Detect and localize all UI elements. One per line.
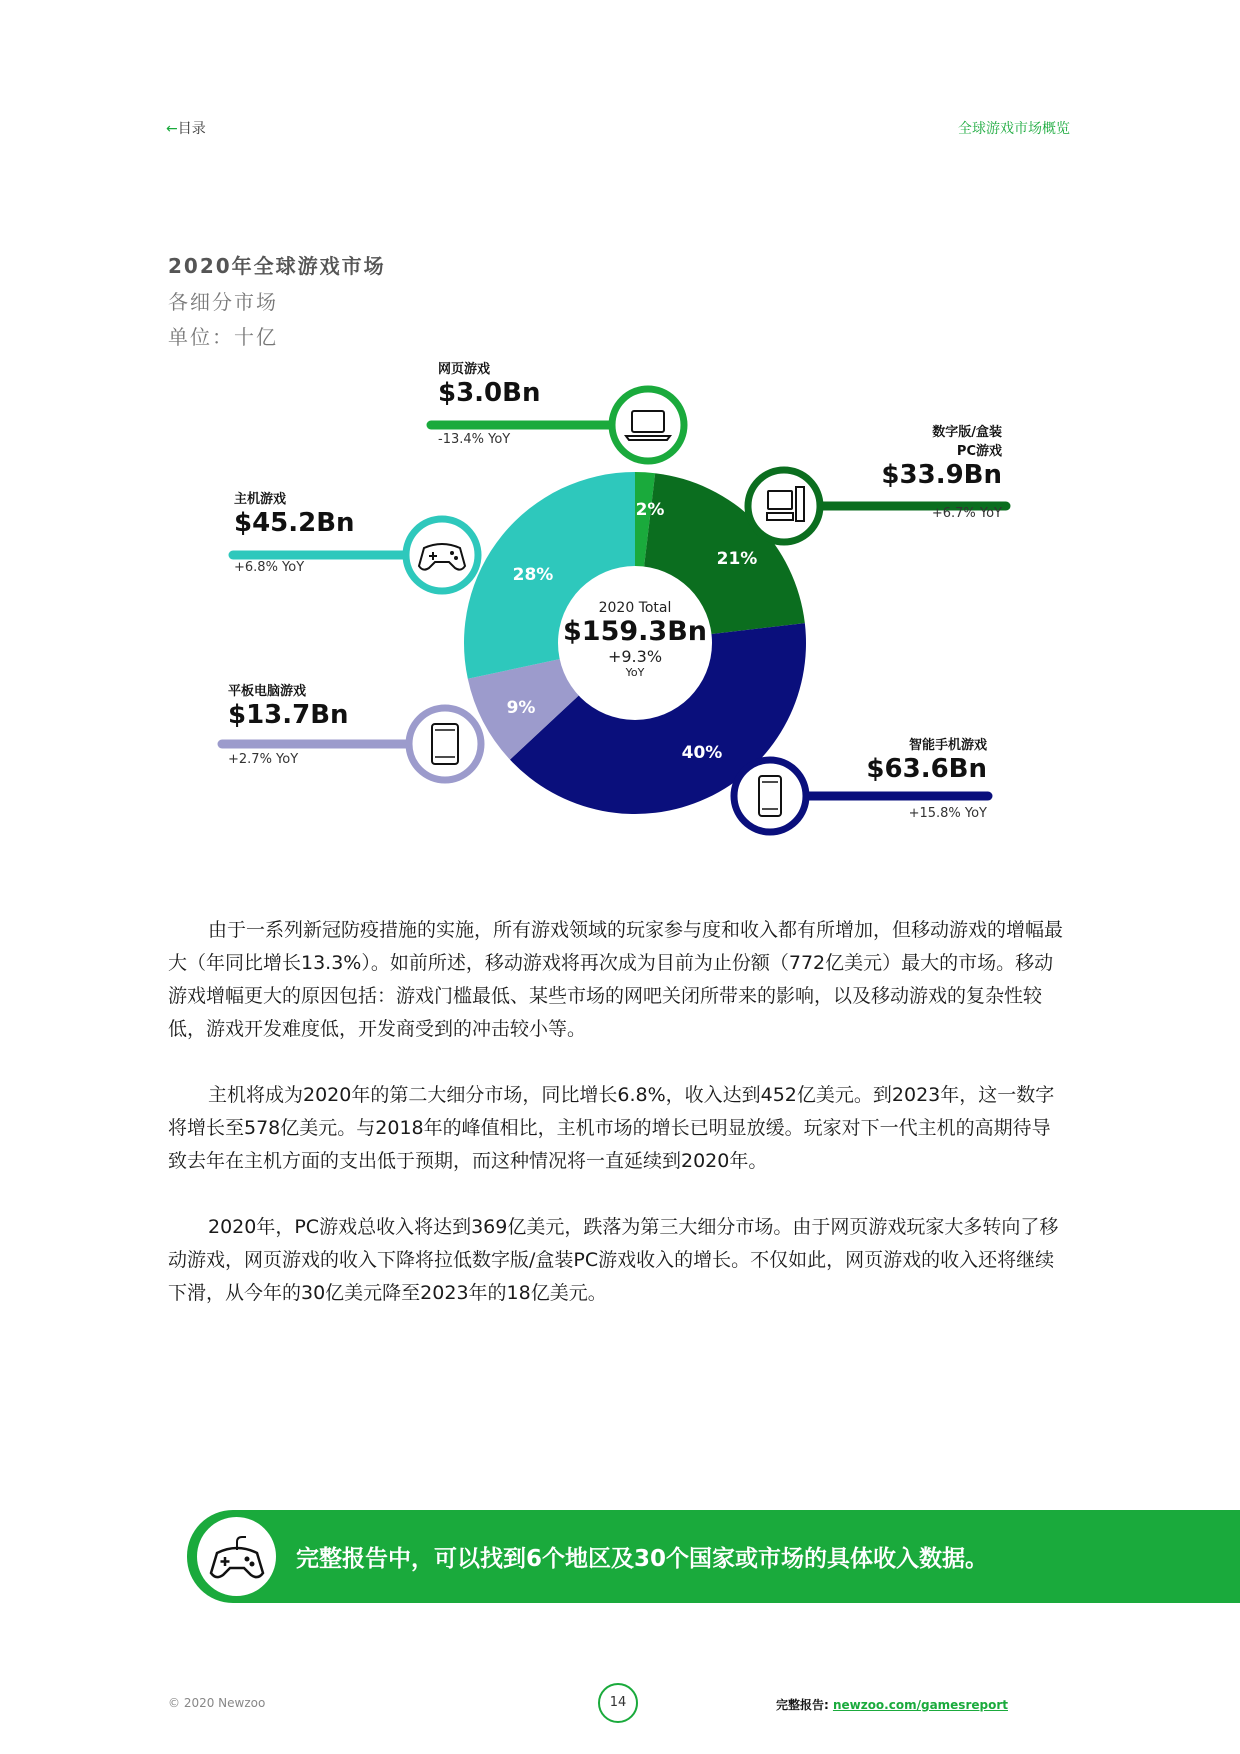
browser-name: 网页游戏	[438, 362, 491, 377]
footer-report-link[interactable]	[776, 1696, 1008, 1713]
tablet-callout	[228, 680, 349, 767]
body-paragraph-3: 2020年，PC游戏总收入将达到369亿美元，跌落为第三大细分市场。由于网页游戏玩家大多转向了移动游戏，网页游戏的收入下降将拉低数字版/盒装PC游戏收入的增长。不仅如此，网页游戏的收入还将继续下滑，从今年的30亿美元降至2023年的18亿美元。	[168, 1216, 1059, 1304]
tablet-icon	[409, 708, 481, 780]
footer-copyright: © 2020 Newzoo	[168, 1696, 266, 1710]
banner-gamepad-icon	[197, 1517, 276, 1596]
smartphone-icon	[734, 760, 806, 832]
pc-name-line1: 数字版/盒装	[932, 425, 1002, 440]
section-title: 全球游戏市场概览	[958, 121, 1070, 137]
browser-callout	[438, 358, 540, 447]
pc-name-line2: PC游戏	[956, 444, 1002, 459]
pc-value: $33.9Bn	[881, 460, 1002, 490]
mobile-value: $63.6Bn	[866, 754, 987, 784]
pc-share-label: 21%	[716, 549, 758, 569]
back-label: 目录	[177, 121, 206, 137]
pc-callout	[881, 421, 1002, 521]
footer-link-label: 完整报告:	[775, 1698, 833, 1712]
total-value: $159.3Bn	[563, 616, 707, 647]
total-label: 2020 Total	[598, 600, 672, 616]
console-value: $45.2Bn	[234, 508, 355, 538]
console-share-label: 28%	[512, 565, 554, 585]
tablet-name: 平板电脑游戏	[228, 684, 307, 699]
browser-yoy: -13.4% YoY	[438, 431, 511, 447]
pc-yoy: +6.7% YoY	[931, 505, 1002, 521]
page-number: 14	[598, 1683, 638, 1723]
mobile-share-label: 40%	[681, 743, 723, 763]
console-name: 主机游戏	[234, 492, 287, 507]
tablet-yoy: +2.7% YoY	[228, 751, 299, 767]
chart-unit: 单位：十亿	[168, 325, 278, 349]
console-yoy: +6.8% YoY	[234, 559, 305, 575]
desktop-pc-icon	[748, 470, 820, 542]
donut-center-total	[560, 600, 710, 679]
back-arrow-icon: ←	[166, 121, 178, 137]
body-paragraph-2: 主机将成为2020年的第二大细分市场，同比增长6.8%，收入达到452亿美元。到2023年，这一数字将增长至578亿美元。与2018年的峰值相比，主机市场的增长已明显放缓。玩家对下一代主机的高期待导致去年在主机方面的支出低于预期，而这种情况将一直延续到2020年。	[168, 1084, 1055, 1172]
browser-value: $3.0Bn	[438, 378, 541, 408]
console-callout	[234, 488, 355, 575]
tablet-value: $13.7Bn	[228, 700, 349, 730]
mobile-name: 智能手机游戏	[908, 738, 987, 753]
footer-link-url[interactable]: newzoo.com/gamesreport	[832, 1698, 1008, 1712]
gamepad-icon	[406, 519, 478, 591]
body-paragraph-1: 由于一系列新冠防疫措施的实施，所有游戏领域的玩家参与度和收入都有所增加，但移动游戏的增幅最大（年同比增长13.3%）。如前所述，移动游戏将再次成为目前为止份额（772亿美元）最大的市场。移动游戏增幅更大的原因包括：游戏门槛最低、某些市场的网吧关闭所带来的影响，以及移动游戏的复杂性较低，游戏开发难度低，开发商受到的冲击较小等。	[168, 919, 1064, 1040]
tablet-share-label: 9%	[506, 698, 536, 718]
banner-text: 完整报告中，可以找到6个地区及30个国家或市场的具体收入数据。	[296, 1546, 989, 1572]
browser-share-label: 2%	[635, 500, 665, 520]
mobile-yoy: +15.8% YoY	[908, 805, 987, 821]
laptop-icon	[612, 389, 684, 461]
total-growth: +9.3%	[607, 647, 663, 666]
total-growth-unit: YoY	[625, 666, 645, 679]
chart-subtitle: 各细分市场	[168, 290, 278, 314]
mobile-callout	[866, 734, 987, 821]
chart-title: 2020年全球游戏市场	[168, 254, 386, 278]
